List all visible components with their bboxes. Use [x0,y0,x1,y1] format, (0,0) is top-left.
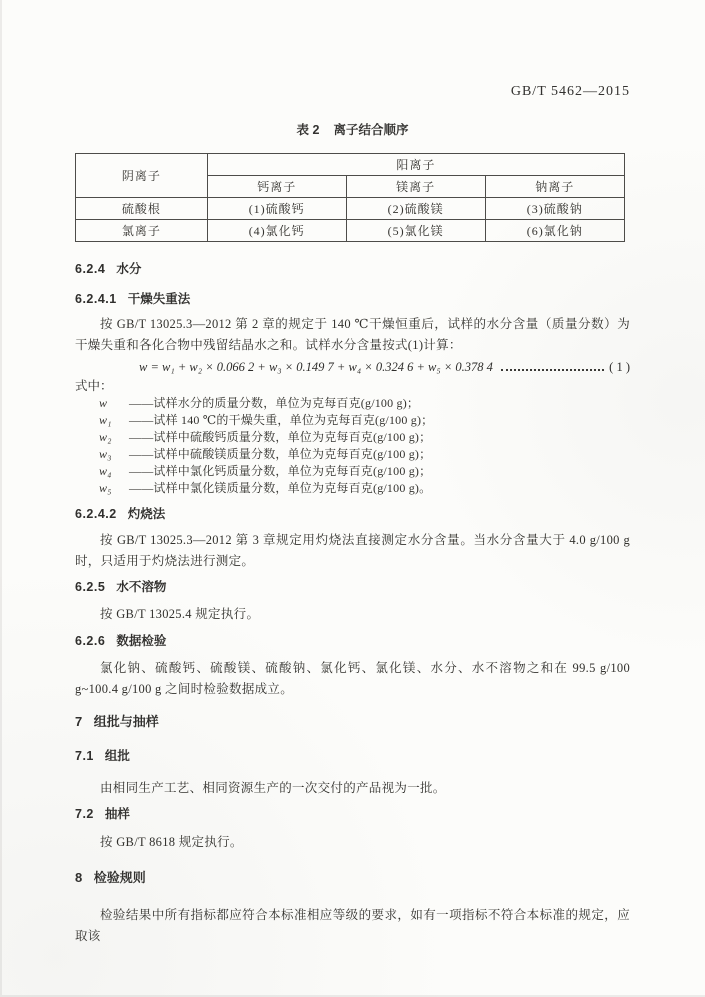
symbol: w₄ [99,464,112,478]
heading-number: 6.2.4.2 [75,507,117,521]
heading-7 [75,713,630,731]
paragraph-ignition-method: 按 GB/T 13025.3—2012 第 3 章规定用灼烧法直接测定水分含量。当水分含量大于 4.0 g/100 g 时，只适用于灼烧法进行测定。 [75,533,630,568]
cation-col-magnesium: 镁离子 [346,176,485,198]
anion-cell: 硫酸根 [76,198,208,220]
cell-sodium-sulfate: (3)硫酸钠 [485,198,624,220]
heading-title: 组批与抽样 [93,714,159,729]
heading-title: 干燥失重法 [127,292,191,306]
heading-number: 7.1 [75,749,94,763]
definition-w3 [75,446,630,463]
symbol: w₁ [99,413,112,427]
doc-number: GB/T 5462—2015 [510,84,630,99]
cation-col-sodium: 钠离子 [485,176,624,198]
heading-title: 水分 [116,262,142,276]
table-header-row-1 [76,154,625,176]
heading-number: 6.2.4 [75,262,106,276]
paragraph-data-check: 氯化钠、硫酸钙、硫酸镁、硫酸钠、氯化钙、氯化镁、水分、水不溶物之和在 99.5 g/100 g~100.4 g/100 g 之间时检验数据成立。 [75,661,630,696]
formula-line [75,359,630,376]
heading-title: 抽样 [104,807,130,821]
symbol-definitions [75,395,630,497]
heading-title: 检验规则 [93,870,146,885]
heading-title: 水不溶物 [116,580,167,594]
heading-6-2-4 [75,261,630,278]
table-caption-label: 表 2 [296,123,320,137]
symbol: w₂ [99,430,112,444]
definition-w1 [75,412,630,429]
symbol: w₅ [99,481,112,495]
ion-combination-table [75,153,625,242]
symbol-description: ——试样中氯化钙质量分数，单位为克每百克(g/100 g)； [129,464,432,478]
heading-number: 6.2.4.1 [75,292,117,306]
heading-6-2-5 [75,579,630,596]
heading-title: 灼烧法 [127,507,166,521]
table-caption [75,122,630,138]
page-content [75,0,630,947]
table-caption-title: 离子结合顺序 [333,123,409,137]
where-label: 式中： [75,379,113,393]
heading-number: 7.2 [75,807,94,821]
anion-cell: 氯离子 [76,220,208,242]
cation-group-header-cell: 阳离子 [207,154,624,176]
cell-calcium-chloride: (4)氯化钙 [207,220,346,242]
heading-number: 6.2.5 [75,580,106,594]
heading-6-2-4-2 [75,506,630,523]
heading-number: 6.2.6 [75,634,106,648]
paragraph-inspection-rules: 检验结果中所有指标都应符合本标准相应等级的要求，如有一项指标不符合本标准的规定，应取该 [75,908,630,943]
symbol-description: ——试样水分的质量分数，单位为克每百克(g/100 g)； [129,396,420,410]
cell-sodium-chloride: (6)氯化钠 [485,220,624,242]
formula-dot-leader [501,369,604,371]
cell-magnesium-sulfate: (2)硫酸镁 [346,198,485,220]
symbol-description: ——试样中硫酸镁质量分数，单位为克每百克(g/100 g)； [129,447,432,461]
heading-6-2-6 [75,633,630,650]
table-row-sulfate [76,198,625,220]
heading-number: 8 [75,870,83,885]
definition-w2 [75,429,630,446]
paragraph-batch: 由相同生产工艺、相同资源生产的一次交付的产品视为一批。 [100,781,446,795]
formula-number: ( 1 ) [609,360,630,374]
symbol: w₃ [99,447,112,461]
anion-header-cell: 阴离子 [76,154,208,198]
symbol-description: ——试样 140 ℃的干燥失重，单位为克每百克(g/100 g)； [129,413,434,427]
paragraph-sampling: 按 GB/T 8618 规定执行。 [100,835,243,849]
definition-w4 [75,463,630,480]
symbol-description: ——试样中氯化镁质量分数，单位为克每百克(g/100 g)。 [129,481,432,495]
heading-number: 7 [75,714,83,729]
cell-magnesium-chloride: (5)氯化镁 [346,220,485,242]
paragraph-water-insoluble: 按 GB/T 13025.4 规定执行。 [100,607,260,621]
cation-col-calcium: 钙离子 [207,176,346,198]
definition-w [75,395,630,412]
heading-8 [75,869,630,887]
heading-title: 组批 [104,749,130,763]
paragraph-drying-method: 按 GB/T 13025.3—2012 第 2 章的规定于 140 ℃干燥恒重后，试样的水分含量（质量分数）为干燥失重和各化合物中残留结晶水之和。试样水分含量按式(1)计算： [75,317,630,352]
cell-calcium-sulfate: (1)硫酸钙 [207,198,346,220]
heading-7-1 [75,748,630,765]
heading-6-2-4-1 [75,291,630,308]
table-row-chloride [76,220,625,242]
formula-expression: w = w₁ + w₂ × 0.066 2 + w₃ × 0.149 7 + w₄ × 0.324 6 + w₅ × 0.378 4 [139,360,493,374]
heading-7-2 [75,806,630,823]
heading-title: 数据检验 [116,634,167,648]
symbol: w [99,396,108,410]
definition-w5 [75,480,630,497]
symbol-description: ——试样中硫酸钙质量分数，单位为克每百克(g/100 g)； [129,430,432,444]
